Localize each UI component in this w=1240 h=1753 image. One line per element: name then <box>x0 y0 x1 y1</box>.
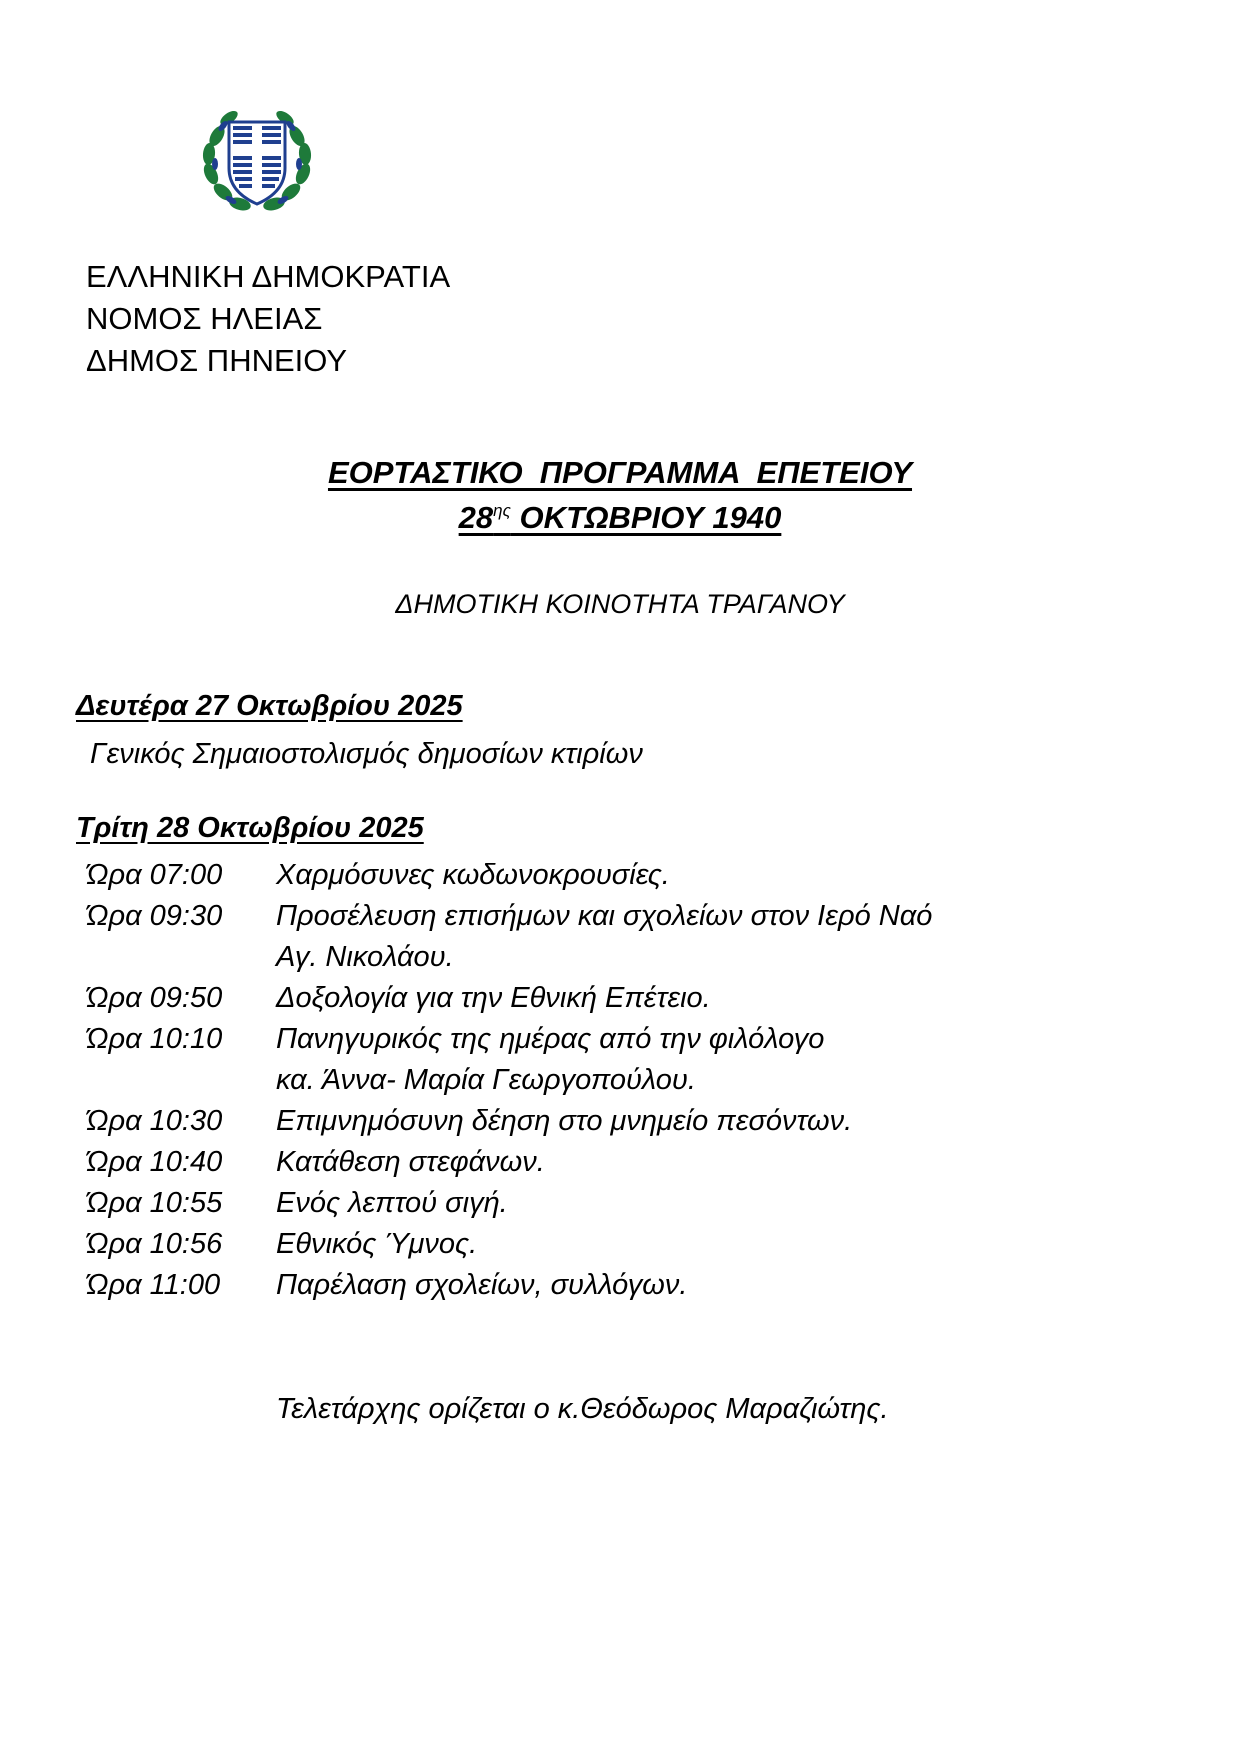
event-time: Ώρα 10:56 <box>86 1228 223 1260</box>
event-description-line: Επιμνημόσυνη δέηση στο μνημείο πεσόντων. <box>276 1105 853 1137</box>
event-description-line: Προσέλευση επισήμων και σχολείων στον Ιερό Ναό <box>276 900 933 932</box>
event-description-line: Κατάθεση στεφάνων. <box>276 1146 545 1178</box>
master-of-ceremonies-note: Τελετάρχης ορίζεται ο κ.Θεόδωρος Μαραζιώτης. <box>276 1393 889 1425</box>
event-description-line: Αγ. Νικολάου. <box>276 941 454 973</box>
issuing-authority <box>86 256 450 382</box>
event-time: Ώρα 10:10 <box>86 1023 223 1055</box>
event-description <box>276 855 1096 896</box>
event-description-line: Δοξολογία για την Εθνική Επέτειο. <box>276 982 711 1014</box>
schedule-row <box>86 855 1096 896</box>
subtitle-day-number: 28 <box>458 500 494 535</box>
schedule-list <box>86 855 1096 1306</box>
day2-heading: Τρίτη 28 Οκτωβρίου 2025 <box>76 812 424 844</box>
event-description-line: Παρέλαση σχολείων, συλλόγων. <box>276 1269 688 1301</box>
event-time: Ώρα 10:30 <box>86 1105 223 1137</box>
event-description-line: κα. Άννα- Μαρία Γεωργοπούλου. <box>276 1064 696 1096</box>
schedule-row <box>86 1183 1096 1224</box>
day1-heading: Δευτέρα 27 Οκτωβρίου 2025 <box>76 690 463 722</box>
subtitle-ordinal-suffix: ης <box>493 501 511 520</box>
event-description <box>276 1101 1096 1142</box>
schedule-row <box>86 1224 1096 1265</box>
event-description-line: Πανηγυρικός της ημέρας από την φιλόλογο <box>276 1023 825 1055</box>
event-description-line: Χαρμόσυνες κωδωνοκρουσίες. <box>276 859 670 891</box>
day1-note: Γενικός Σημαιοστολισμός δημοσίων κτιρίων <box>90 738 643 770</box>
event-time: Ώρα 09:50 <box>86 982 223 1014</box>
document-subtitle <box>0 500 1240 536</box>
schedule-row <box>86 1265 1096 1306</box>
schedule-row <box>86 1019 1096 1101</box>
authority-line-prefecture: ΝΟΜΟΣ ΗΛΕΙΑΣ <box>86 301 323 336</box>
event-time: Ώρα 11:00 <box>86 1269 221 1301</box>
event-time: Ώρα 07:00 <box>86 859 223 891</box>
authority-line-municipality: ΔΗΜΟΣ ΠΗΝΕΙΟΥ <box>86 343 348 378</box>
event-description <box>276 1265 1096 1306</box>
event-description-line: Εθνικός Ύμνος. <box>276 1228 478 1260</box>
event-time: Ώρα 10:55 <box>86 1187 223 1219</box>
event-description <box>276 896 1096 978</box>
coat-of-arms-icon <box>195 96 319 220</box>
event-description <box>276 978 1096 1019</box>
schedule-row <box>86 896 1096 978</box>
event-time: Ώρα 09:30 <box>86 900 223 932</box>
event-description <box>276 1142 1096 1183</box>
schedule-row <box>86 978 1096 1019</box>
schedule-row <box>86 1142 1096 1183</box>
authority-line-country: ΕΛΛΗΝΙΚΗ ΔΗΜΟΚΡΑΤΙΑ <box>86 259 451 294</box>
event-description <box>276 1224 1096 1265</box>
event-time: Ώρα 10:40 <box>86 1146 223 1178</box>
document-title: ΕΟΡΤΑΣΤΙΚΟ ΠΡΟΓΡΑΜΜΑ ΕΠΕΤΕΙΟΥ <box>327 455 913 490</box>
event-description <box>276 1019 1096 1101</box>
community-name: ΔΗΜΟΤΙΚΗ ΚΟΙΝΟΤΗΤΑ ΤΡΑΓΑΝΟΥ <box>395 589 845 619</box>
subtitle-month-year: ΟΚΤΩΒΡΙΟΥ 1940 <box>510 500 782 535</box>
event-description <box>276 1183 1096 1224</box>
schedule-row <box>86 1101 1096 1142</box>
event-description-line: Ενός λεπτού σιγή. <box>276 1187 508 1219</box>
